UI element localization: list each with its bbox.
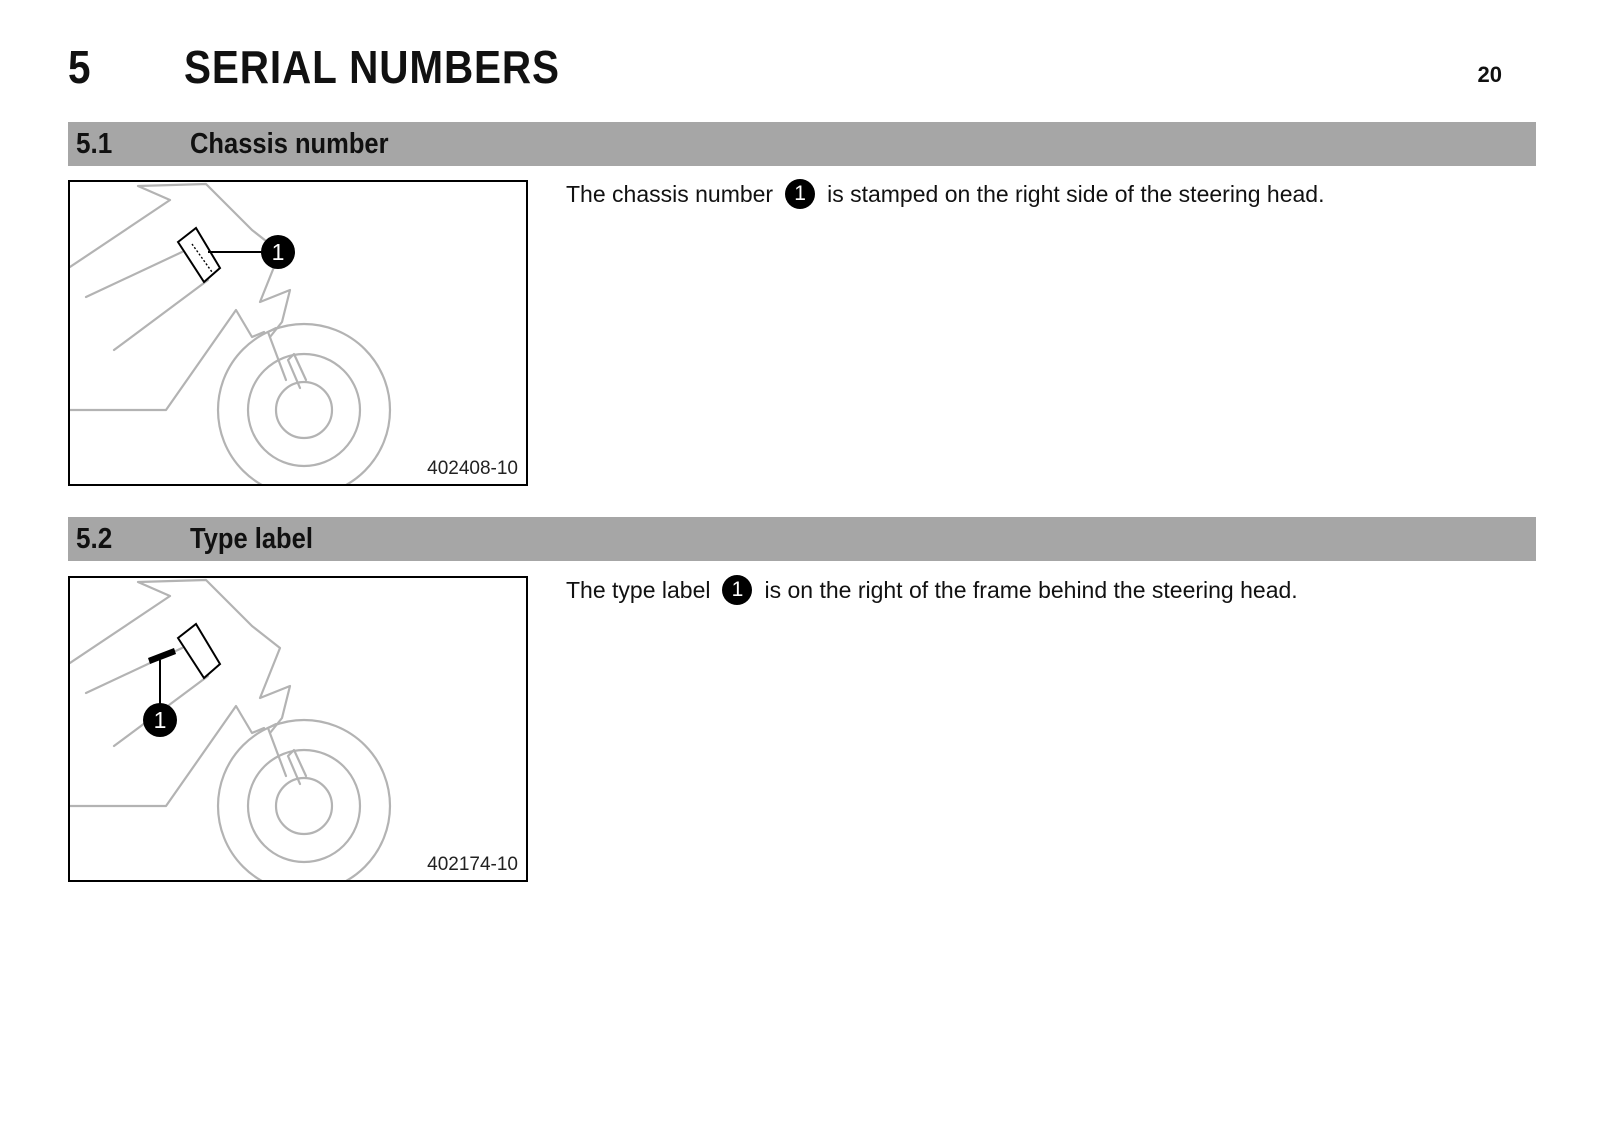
chapter-number: 5: [68, 41, 92, 93]
section-title: Chassis number: [190, 128, 389, 160]
steering-head-tube: [178, 624, 220, 678]
callout-1-marker: [261, 235, 295, 269]
description-text-after: is stamped on the right side of the steering head.: [827, 180, 1325, 207]
callout-1-marker: [143, 703, 177, 737]
chassis-number-description: [566, 176, 1324, 212]
chassis-number-figure: [68, 180, 528, 486]
motorcycle-frame-illustration: [70, 182, 528, 486]
chapter-title: SERIAL NUMBERS: [184, 41, 560, 93]
figure-code: 402174-10: [427, 854, 518, 875]
callout-1-icon: 1: [722, 575, 752, 605]
svg-text:1: 1: [271, 239, 285, 265]
motorcycle-frame-illustration: [70, 578, 528, 882]
description-text-before: The type label: [566, 576, 711, 603]
section-number: 5.2: [76, 523, 113, 555]
section-title: Type label: [190, 523, 313, 555]
svg-text:1: 1: [153, 707, 167, 733]
type-label-plate: [148, 648, 176, 664]
description-text-before: The chassis number: [566, 180, 774, 207]
section-header-type-label: [68, 517, 1536, 561]
type-label-description: [566, 572, 1298, 608]
section-number: 5.1: [76, 128, 113, 160]
callout-1-icon: 1: [785, 179, 815, 209]
figure-code: 402408-10: [427, 458, 518, 479]
steering-head-tube: [178, 228, 220, 282]
page-number: 20: [1477, 62, 1502, 87]
section-header-chassis-number: [68, 122, 1536, 166]
description-text-after: is on the right of the frame behind the steering head.: [764, 576, 1298, 603]
type-label-figure: [68, 576, 528, 882]
